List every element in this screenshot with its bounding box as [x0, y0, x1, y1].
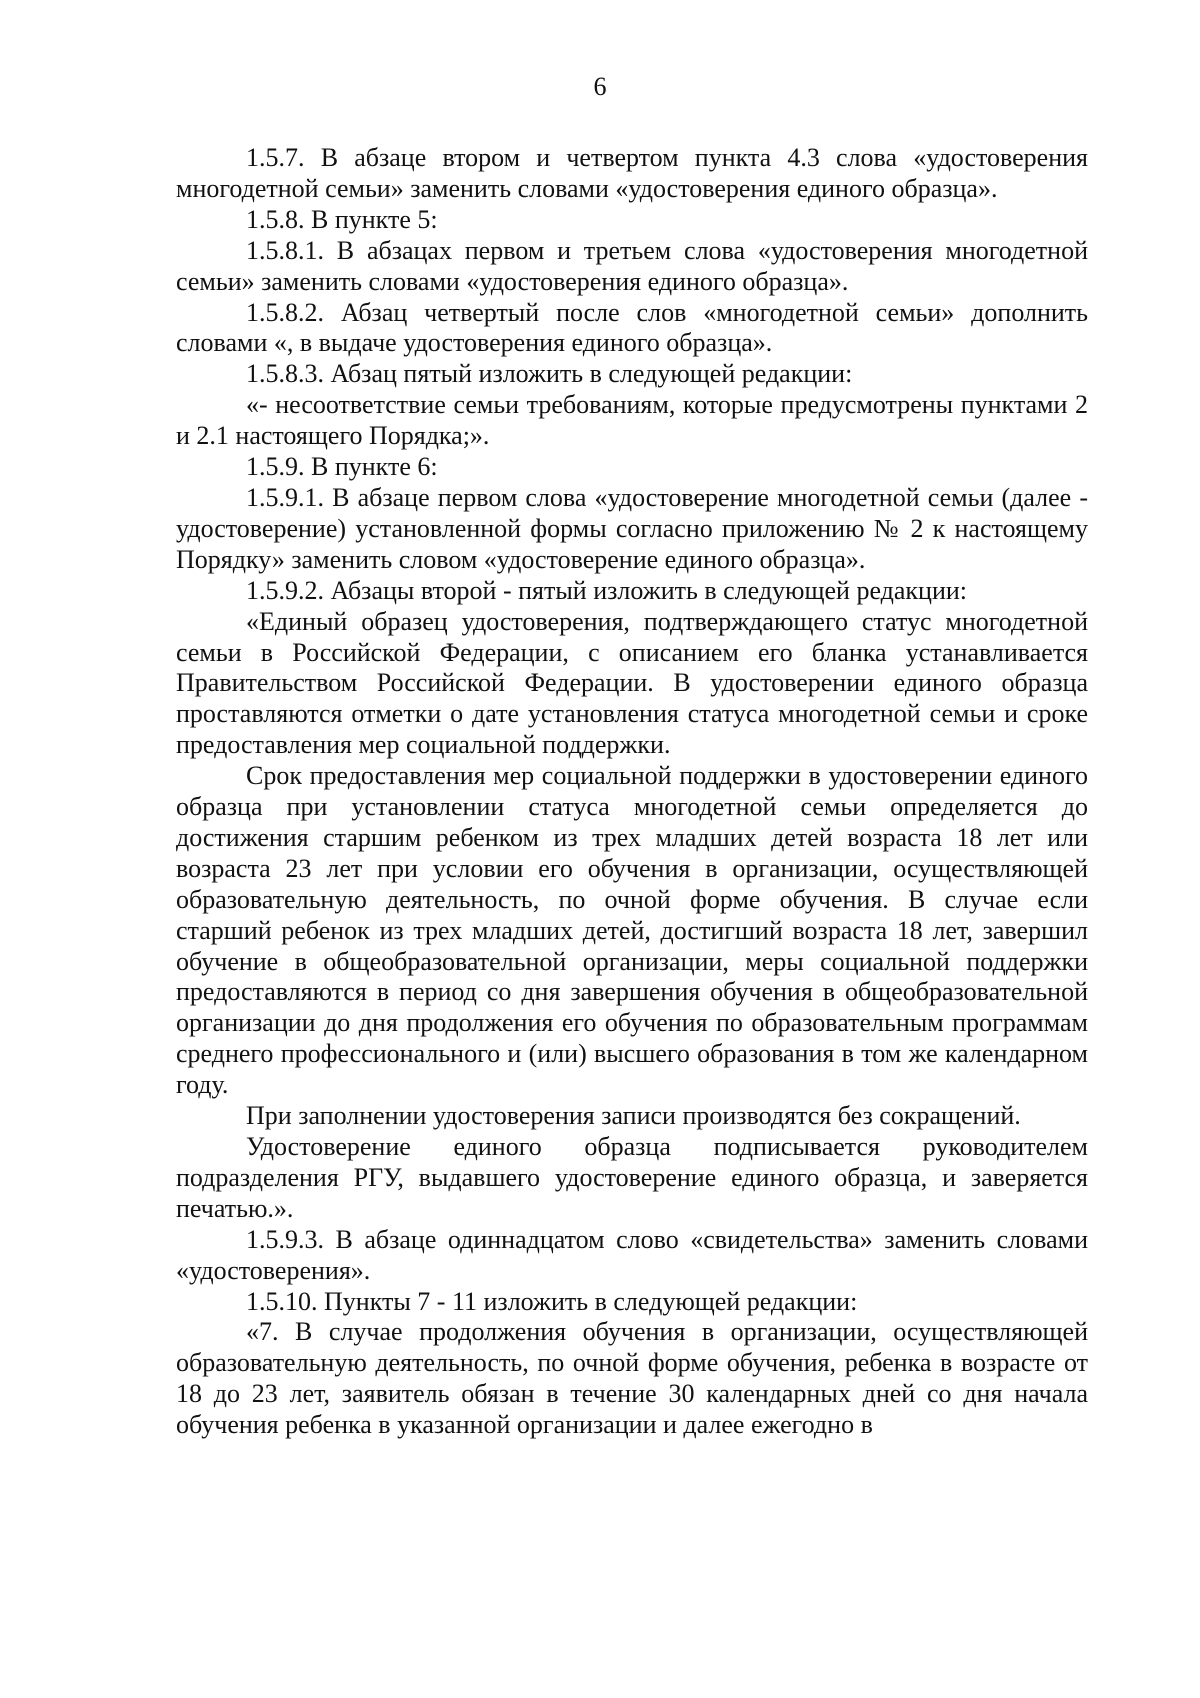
paragraph-1-5-9-2: 1.5.9.2. Абзацы второй - пятый изложить в следующей редакции:: [246, 575, 968, 605]
paragraph-1-5-8-1: 1.5.8.1. В абзацах первом и третьем слова «удостоверения многодетной семьи» заменить словами «удостоверения единого образца».: [176, 235, 1088, 296]
paragraph-1-5-8-3: 1.5.8.3. Абзац пятый изложить в следующей редакции:: [246, 359, 853, 389]
paragraph-1-5-10: 1.5.10. Пункты 7 - 11 изложить в следующей редакции:: [246, 1286, 858, 1316]
page-number: 6: [593, 72, 607, 101]
paragraph-support-period: Срок предоставления мер социальной поддержки в удостоверении единого образца при установлении статуса многодетной семьи определяется до достижения старшим ребенком из трех младших детей возраста 18 лет или возраста 23 лет при условии его обучения в организации, осуществляющей образовательную деятельность, по очной форме обучения. В случае если старший ребенок из трех младших детей, достигший возраста 18 лет, завершил обучение в общеобразовательной организации, меры социальной поддержки предоставляются в период со дня завершения обучения в общеобразовательной организации до дня продолжения его обучения по образовательным программам среднего профессионального и (или) высшего образования в том же календарном году.: [176, 761, 1088, 1100]
paragraph-quote-unified-form: «Единый образец удостоверения, подтверждающего статус многодетной семьи в Российской Федерации, с описанием его бланка устанавливается Правительством Российской Федерации. В удостоверении единого образца проставляются отметки о дате установления статуса многодетной семьи и сроке предоставления мер социальной поддержки.: [176, 606, 1088, 760]
paragraph-item-7: «7. В случае продолжения обучения в организации, осуществляющей образовательную деятельность, по очной форме обучения, ребенка в возрасте от 18 до 23 лет, заявитель обязан в течение 30 календарных дней со дня начала обучения ребенка в указанной организации и далее ежегодно в: [176, 1317, 1088, 1440]
paragraph-1-5-8-2: 1.5.8.2. Абзац четвертый после слов «многодетной семьи» дополнить словами «, в выдаче удостоверения единого образца».: [176, 297, 1088, 358]
paragraph-1-5-8: 1.5.8. В пункте 5:: [246, 204, 438, 234]
paragraph-quote-nonconformity: «- несоответствие семьи требованиям, которые предусмотрены пунктами 2 и 2.1 настоящего Порядка;».: [176, 390, 1088, 451]
paragraph-signature-rules: Удостоверение единого образца подписывается руководителем подразделения РГУ, выдавшего удостоверение единого образца, и заверяется печатью.».: [176, 1132, 1088, 1223]
paragraph-1-5-9-3: 1.5.9.3. В абзаце одиннадцатом слово «свидетельства» заменить словами «удостоверения».: [176, 1224, 1088, 1285]
paragraph-1-5-7: 1.5.7. В абзаце втором и четвертом пункта 4.3 слова «удостоверения многодетной семьи» заменить словами «удостоверения единого образца».: [176, 143, 1088, 203]
paragraph-1-5-9-1: 1.5.9.1. В абзаце первом слова «удостоверение многодетной семьи (далее - удостоверение) установленной формы согласно приложению № 2 к настоящему Порядку» заменить словом «удостоверение единого образца».: [176, 482, 1088, 574]
paragraph-filling-rules: При заполнении удостоверения записи производятся без сокращений.: [246, 1101, 1021, 1131]
document-body: [176, 143, 1088, 1441]
paragraph-1-5-9: 1.5.9. В пункте 6:: [246, 452, 438, 482]
